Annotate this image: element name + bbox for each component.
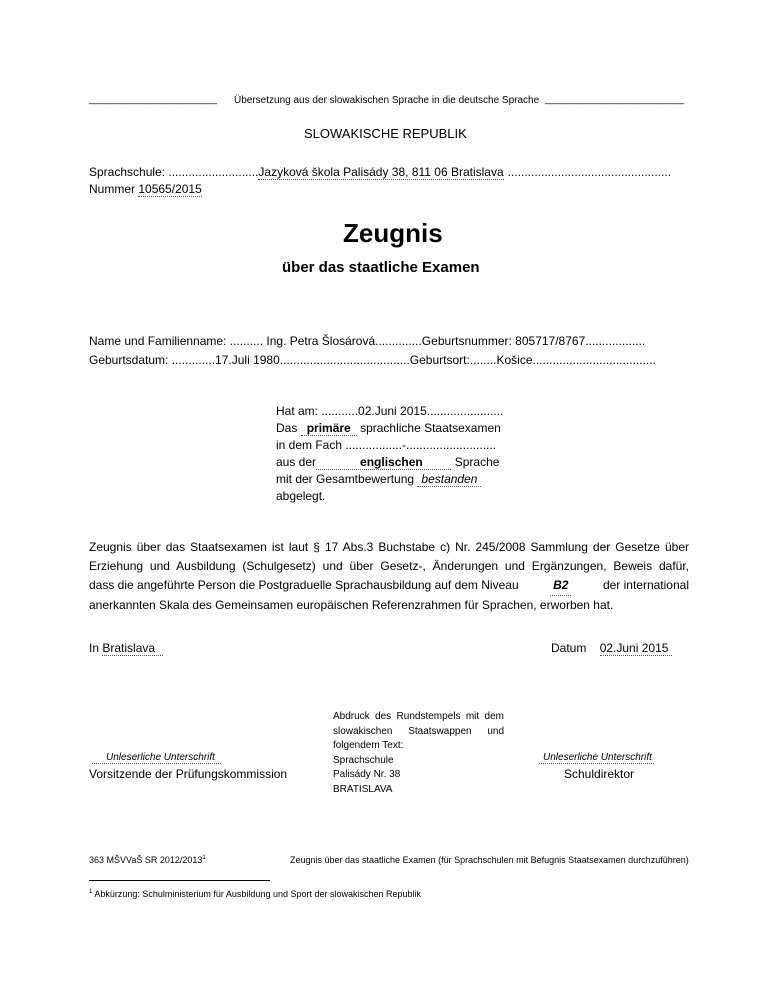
stamp-block [333, 710, 504, 797]
document-title: Zeugnis [343, 218, 443, 248]
person-line-1: Name und Familienname: .......... Ing. Petra Šlosárová..............Geburtsnummer: 805717/8767.................. [89, 334, 646, 348]
document-subtitle: über das staatliche Examen [282, 259, 480, 276]
paragraph-line-3 [89, 576, 689, 596]
stamp-line-2: slowakischen Staatswappen und [333, 725, 504, 737]
school-trail: ................................................. [507, 165, 672, 179]
date-line [551, 641, 672, 655]
exam-result: bestanden [417, 472, 481, 487]
stamp-line-4: Sprachschule [333, 754, 394, 766]
place-label: In [89, 641, 100, 655]
exam-held-on: Hat am: ...........02.Juni 2015....................... [276, 404, 504, 418]
number-value: 10565/2015 [138, 182, 202, 196]
stamp-line-1: Abdruck des Rundstempels mit dem [333, 711, 504, 722]
school-line [89, 165, 671, 179]
footnote-sup: 1 [89, 889, 93, 895]
number-label: Nummer [89, 182, 136, 196]
header-right-rule: _________________________ [545, 94, 685, 105]
exam-gesamt-label: mit der Gesamtbewertung [276, 472, 415, 486]
place-line [89, 641, 163, 655]
exam-language-line [276, 455, 499, 469]
footnote-divider [89, 880, 270, 881]
legal-paragraph [89, 538, 689, 615]
paragraph-line-3a: dass die angeführte Person die Postgraduelle Sprachausbildung auf dem Niveau [89, 578, 519, 592]
paragraph-line-1: Zeugnis über das Staatsexamen ist laut § 17 Abs.3 Buchstabe c) Nr. 245/2008 Sammlung der Gesetze über [89, 540, 689, 554]
person-line-2: Geburtsdatum: .............17.Juli 1980.......................................Geburtsort:........Košice..................................... [89, 353, 656, 367]
date-label: Datum [551, 641, 587, 655]
school-label: Sprachschule: ........................... [89, 165, 259, 179]
footer-description: Zeugnis über das staatliche Examen (für Sprachschulen mit Befugnis Staatsexamen durchzuführen) [290, 855, 689, 865]
paragraph-line-4: anerkannten Skala des Gemeinsamen europäischen Referenzrahmen für Sprachen, erworben hat. [89, 598, 614, 612]
level-value: B2 [550, 576, 571, 596]
exam-das-label: Das [276, 421, 298, 435]
exam-result-line [276, 472, 481, 486]
date-value: 02.Juni 2015 [600, 641, 673, 656]
signature-left-role: Vorsitzende der Prüfungskommission [89, 767, 288, 781]
paragraph-line-3b: der international [602, 578, 689, 592]
exam-type-value: primäre [301, 421, 357, 436]
exam-sprache: Sprache [454, 455, 500, 469]
stamp-line-6: BRATISLAVA [333, 783, 393, 795]
exam-type-rest: sprachliche Staatsexamen [360, 421, 501, 435]
place-value: Bratislava [102, 641, 163, 656]
paragraph-line-2: Erziehung und Ausbildung (Schulgesetz) und über Gesetz-, Änderungen und Ergänzungen, Beweis dafür, [89, 559, 689, 573]
signature-left: Unleserliche Unterschrift [92, 752, 221, 764]
stamp-line-5: Palisády Nr. 38 [333, 769, 401, 780]
exam-subject: in dem Fach .................-........................... [276, 438, 497, 452]
exam-type-line [276, 421, 501, 435]
signature-right: Unleserliche Unterschrift [539, 752, 654, 764]
school-value: Jazyková škola Palisády 38, 811 06 Bratislava [258, 165, 504, 179]
number-line [89, 182, 202, 196]
header-left-rule: _______________________ [89, 94, 217, 105]
footnote [89, 889, 421, 899]
header-title: Übersetzung aus der slowakischen Sprache in die deutsche Sprache [234, 95, 540, 106]
signature-right-role: Schuldirektor [564, 767, 635, 781]
footer-reference [89, 855, 206, 865]
footnote-text: Abkürzung: Schulministerium für Ausbildung und Sport der slowakischen Republik [94, 889, 422, 899]
exam-aus-der: aus der [276, 455, 317, 469]
footer-ref-text: 363 MŠVVaŠ SR 2012/2013 [89, 855, 203, 865]
stamp-line-3: folgendem Text: [333, 740, 404, 751]
footer-ref-sup: 1 [202, 855, 206, 861]
exam-abgelegt: abgelegt. [276, 489, 326, 503]
republic-title: SLOWAKISCHE REPUBLIK [304, 126, 467, 141]
exam-language: englischen [316, 455, 451, 470]
